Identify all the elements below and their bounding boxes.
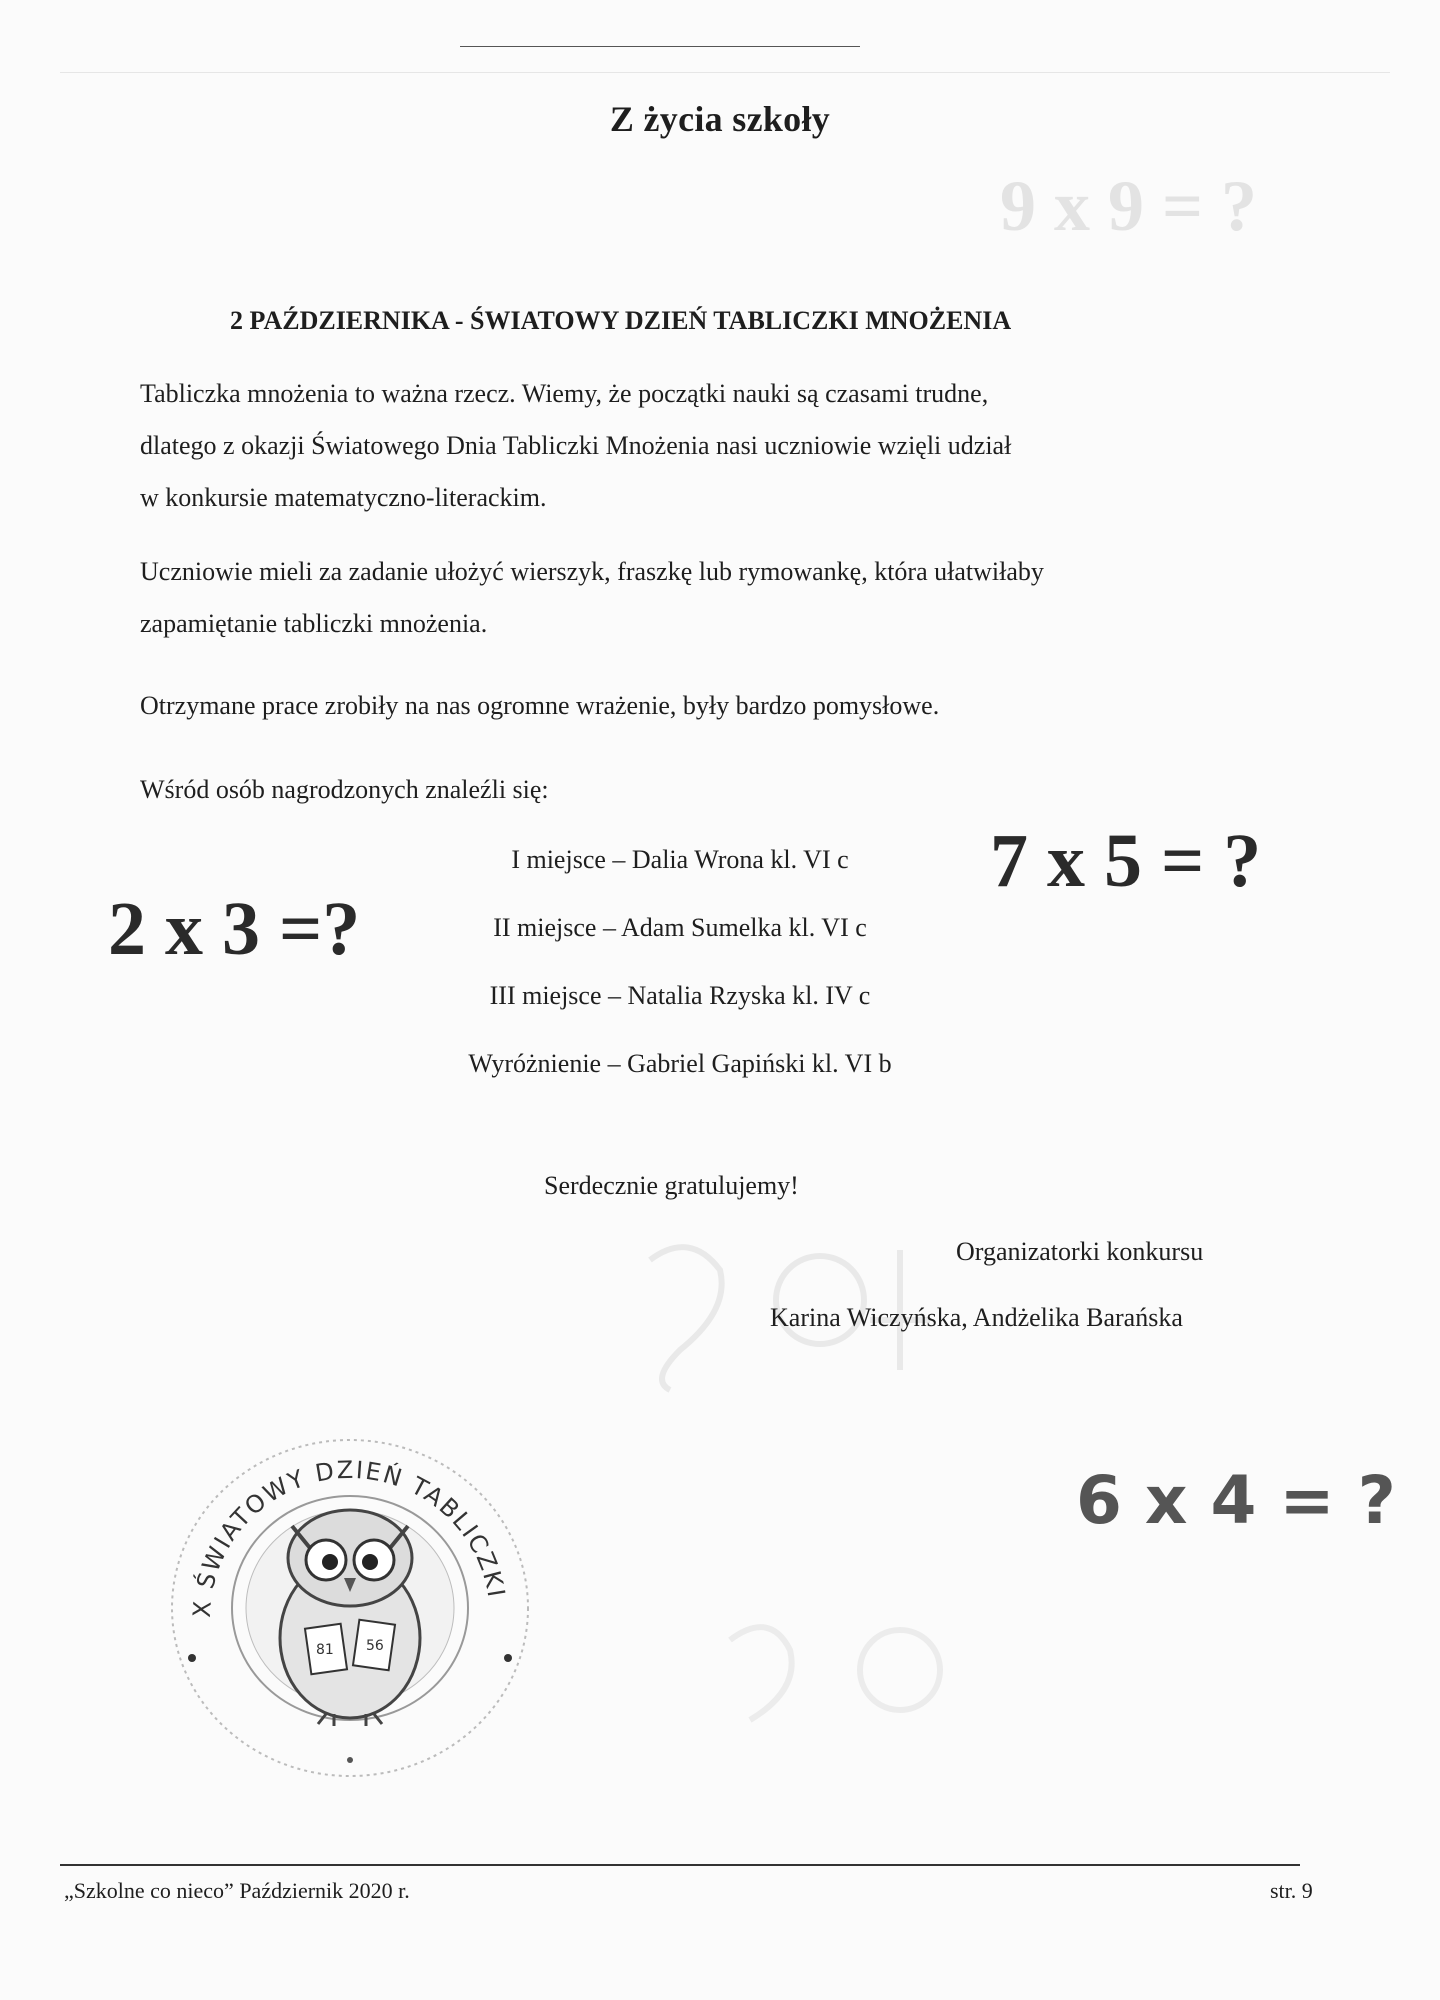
winner-item: II miejsce – Adam Sumelka kl. VI c xyxy=(493,913,867,942)
winner-item: Wyróżnienie – Gabriel Gapiński kl. VI b xyxy=(468,1049,892,1078)
task-line-1: Uczniowie mieli za zadanie ułożyć wierszyk, fraszkę lub rymowankę, która ułatwiłaby xyxy=(140,557,1044,586)
signature-title: Organizatorki konkursu xyxy=(956,1237,1204,1266)
footer-publication: „Szkolne co nieco” Październik 2020 r. xyxy=(64,1878,410,1903)
intro-paragraph xyxy=(140,368,1340,524)
equation-left: 2 x 3 =? xyxy=(108,887,361,971)
task-paragraph xyxy=(140,546,1340,650)
winner-item: III miejsce – Natalia Rzyska kl. IV c xyxy=(489,981,871,1010)
impression-text: Otrzymane prace zrobiły na nas ogromne wrażenie, były bardzo pomysłowe. xyxy=(140,691,940,720)
intro-line-1: Tabliczka mnożenia to ważna rzecz. Wiemy, że początki nauki są czasami trudne, xyxy=(140,379,989,408)
top-rule-short xyxy=(460,46,860,47)
winners-list xyxy=(430,826,930,1098)
top-rule-long xyxy=(60,72,1390,73)
ghost-show-through-2 xyxy=(700,1600,1000,1740)
congrats-text: Serdecznie gratulujemy! xyxy=(544,1171,799,1200)
stamp-card-left: 81 xyxy=(316,1642,334,1658)
footer-page-number: str. 9 xyxy=(1270,1878,1313,1903)
stamp-card-right: 56 xyxy=(366,1638,384,1654)
article-headline: 2 PAŹDZIERNIKA - ŚWIATOWY DZIEŃ TABLICZKI MNOŻENIA xyxy=(230,306,1012,335)
winner-item: I miejsce – Dalia Wrona kl. VI c xyxy=(511,845,849,874)
equation-right: 7 x 5 = ? xyxy=(990,819,1262,903)
footer-rule xyxy=(60,1864,1300,1866)
signature-names: Karina Wiczyńska, Andżelika Barańska xyxy=(770,1303,1183,1332)
task-line-2: zapamiętanie tabliczki mnożenia. xyxy=(140,609,488,638)
winners-intro: Wśród osób nagrodzonych znaleźli się: xyxy=(140,775,549,804)
equation-bottom: 6 x 4 = ? xyxy=(1076,1462,1396,1539)
section-title: Z życia szkoły xyxy=(609,99,831,139)
stamp-ring-text: X ŚWIATOWY DZIEŃ TABLICZKI xyxy=(187,1455,511,1619)
intro-line-3: w konkursie matematyczno-literackim. xyxy=(140,483,547,512)
intro-line-2: dlatego z okazji Światowego Dnia Tabliczki Mnożenia nasi uczniowie wzięli udział xyxy=(140,431,1012,460)
ghost-equation-top: 9 x 9 = ? xyxy=(1000,166,1258,246)
owl-stamp xyxy=(150,1408,550,1788)
